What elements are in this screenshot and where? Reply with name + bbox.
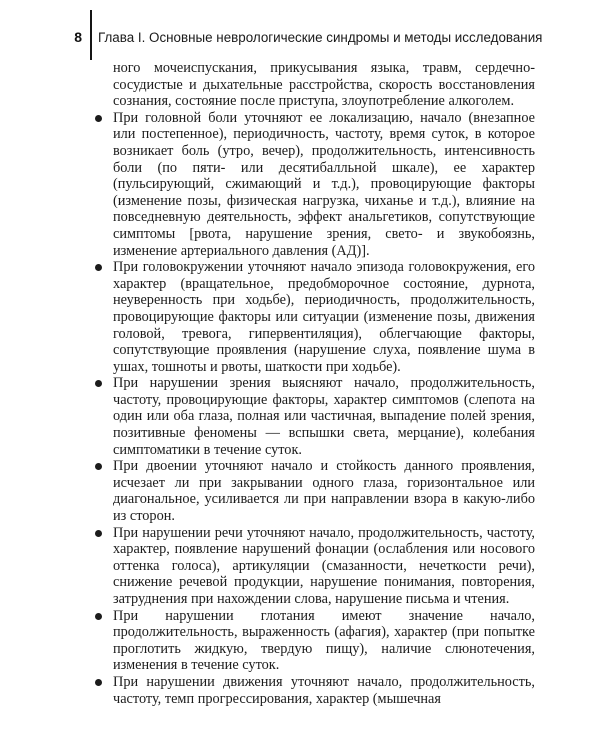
list-item (90, 375, 535, 458)
bullet-icon (95, 115, 102, 122)
list-item (90, 525, 535, 608)
bullet-icon (95, 463, 102, 470)
list-item (90, 608, 535, 674)
body-text (90, 60, 535, 707)
symptom-list (90, 110, 535, 707)
list-item-text: При нарушении зрения выясняют начало, продолжительность, частоту, провоцирующие факторы, характер симптомов (слепота на один или оба глаза, полная или частичная, выпадение полей зрения, позитивные феномены — вспышки света, мерцание), колебания симптоматики в течение суток. (113, 375, 535, 458)
list-item-text: При нарушении движения уточняют начало, продолжительность, частоту, темп прогрессирования, характер (мышечная (113, 673, 535, 707)
chapter-title: Глава I. Основные неврологические синдромы и методы исследования (98, 30, 543, 45)
bullet-icon (95, 679, 102, 686)
list-item-text: При головокружении уточняют начало эпизода головокружения, его характер (вращательное, предобморочное состояние, дурнота, неуверенность при ходьбе), периодичность, продолжительность, провоцирующие факторы или ситуации (изменение позы, движения головой, тревога, гипервентиляция), облегчающие факторы, сопутствующие проявления (нарушение слуха, появление шума в ушах, тошноты и рвоты, шаткости при ходьбе). (113, 259, 535, 375)
page-number: 8 (74, 29, 82, 45)
bullet-icon (95, 613, 102, 620)
list-item-text: При головной боли уточняют ее локализацию, начало (внезапное или постепенное), периодичность, частоту, время суток, в которое возникает боль (утро, вечер), продолжительность, интенсивность боли (по пяти- или десятибалльной шкале), ее характер (пульсирующий, сжимающий и т.д.), провоцирующие факторы (изменение позы, физическая нагрузка, чиханье и т.д.), влияние на повседневную деятельность, эффект анальгетиков, сопутствующие симптомы [рвота, нарушение зрения, свето- и звукобоязнь, изменение артериального давления (АД)]. (113, 109, 535, 259)
list-item (90, 458, 535, 524)
bullet-icon (95, 264, 102, 271)
list-item-text: При нарушении глотания имеют значение начало, продолжительность, выраженность (афагия), характер (при попытке проглотить жидкую, твердую пищу), наличие слюнотечения, изменения в течение суток. (113, 607, 535, 674)
intro-paragraph: ного мочеиспускания, прикусывания языка, травм, сердечно-сосудистые и дыхательные расстройства, скорость восстановления сознания, состояние после приступа, злоупотребление алкоголем. (113, 60, 535, 110)
bullet-icon (95, 530, 102, 537)
list-item (90, 674, 535, 707)
header-divider (90, 10, 92, 60)
bullet-icon (95, 380, 102, 387)
list-item-text: При двоении уточняют начало и стойкость данного проявления, исчезает ли при закрывании одного глаза, горизонтальное или диагональное, усиливается ли при направлении взора в какую-либо из сторон. (113, 458, 535, 525)
list-item-text: При нарушении речи уточняют начало, продолжительность, частоту, характер, появление нарушений фонации (ослабления или носового оттенка голоса), артикуляции (смазанности, нечеткости речи), снижение речевой продукции, нарушение понимания, повторения, затруднения при нахождении слова, нарушение письма и чтения. (113, 524, 535, 607)
list-item (90, 110, 535, 259)
list-item (90, 259, 535, 375)
running-head (66, 22, 580, 52)
